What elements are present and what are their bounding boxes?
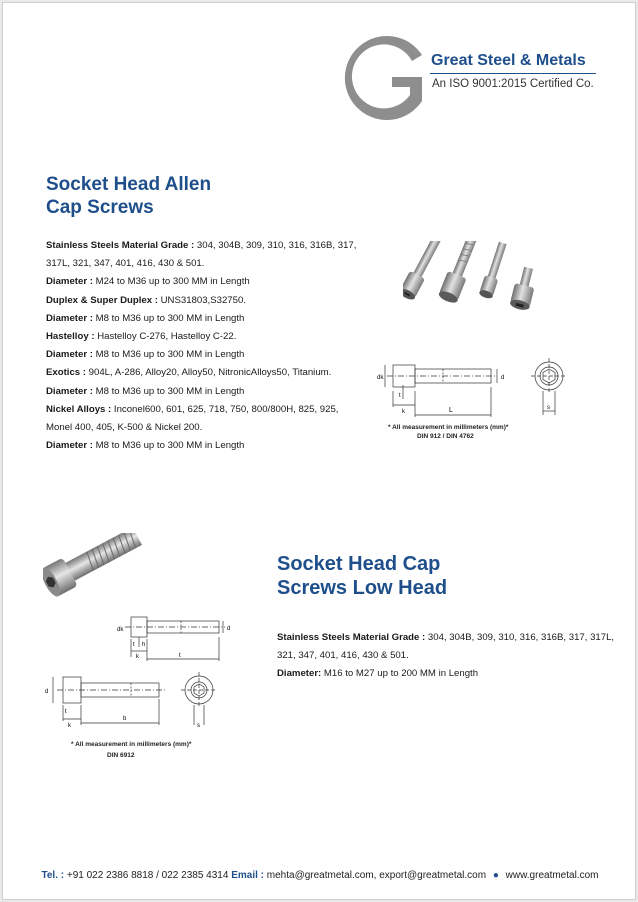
section-title-line: Cap Screws: [46, 197, 154, 218]
spec-line: [46, 255, 346, 273]
spec-line: [46, 292, 346, 310]
din912-technical-drawing: [373, 355, 581, 423]
brand-name: Great Steel & Metals: [431, 52, 586, 69]
spec-list-low-head: [277, 629, 615, 684]
screw-2: [437, 241, 484, 305]
section-title-socket-head-allen: [46, 173, 211, 219]
dim-label-s: s: [547, 405, 550, 411]
spec-value: 317L, 321, 347, 401, 416, 430 & 501.: [46, 258, 205, 270]
spec-line: [46, 328, 346, 346]
dim-label-b: b: [123, 716, 127, 722]
dim-label-d: d: [227, 626, 231, 632]
screw-4: [509, 266, 539, 312]
dim-label-k: k: [68, 723, 71, 729]
dim-label-t: t: [399, 393, 401, 399]
screw-3: [478, 241, 509, 300]
spec-value: M24 to M36 up to 300 MM in Length: [92, 276, 250, 288]
din6912-side-drawing: [111, 611, 243, 665]
spec-line: [277, 629, 615, 647]
spec-label: Exotics :: [46, 367, 86, 379]
contact-footer: [3, 870, 637, 881]
spec-line: [46, 419, 346, 437]
spec-line: [46, 346, 346, 364]
website-link[interactable]: www.greatmetal.com: [502, 870, 599, 881]
spec-line: [277, 665, 607, 683]
spec-value: Hastelloy C-276, Hastelloy C-22.: [94, 331, 237, 343]
dim-label-L: L: [449, 407, 453, 414]
section-title-line: Screws Low Head: [277, 577, 448, 599]
spec-label: Diameter :: [46, 312, 93, 324]
brochure-page: [2, 2, 636, 900]
dim-label-d: d: [501, 375, 505, 381]
section-title-line: Socket Head Cap: [277, 553, 441, 575]
spec-value: 304, 304B, 309, 310, 316, 316B, 317,: [194, 240, 357, 251]
logo-g-mark: [336, 31, 431, 126]
spec-label: Stainless Steels Material Grade :: [277, 632, 426, 643]
spec-value: M8 to M36 up to 300 MM in Length: [92, 349, 245, 361]
screw-1: [403, 241, 445, 302]
spec-label: Diameter :: [46, 385, 93, 397]
standard-label: DIN 912 / DIN 4762: [417, 433, 474, 440]
spec-line: [46, 237, 357, 255]
phone-numbers[interactable]: +91 022 2386 8818 / 022 2385 4314: [64, 870, 232, 881]
email-label: Email :: [231, 870, 264, 881]
dim-label-k: k: [402, 409, 405, 415]
spec-value: Inconel600, 601, 625, 718, 750, 800/800H, 825, 925,: [111, 403, 339, 415]
spec-line: [46, 401, 346, 419]
socket-cap-screws-photo: [403, 241, 553, 321]
dim-label-d: d: [45, 689, 49, 695]
din6912-bolt-drawing: [43, 667, 223, 729]
brand-divider: [430, 73, 596, 74]
spec-line: [46, 273, 346, 291]
spec-list-allen: [46, 237, 357, 455]
spec-label: Hastelloy :: [46, 331, 95, 343]
spec-label: Diameter :: [46, 440, 93, 452]
spec-value: 904L, A-286, Alloy20, Alloy50, NitronicAlloys50, Titanium.: [86, 367, 332, 379]
email-addresses[interactable]: mehta@greatmetal.com, export@greatmetal.com: [264, 870, 489, 881]
spec-label: Stainless Steels Material Grade :: [46, 240, 195, 251]
company-logo: [336, 31, 606, 126]
spec-value: M8 to M36 up to 300 MM in Length: [92, 440, 245, 452]
spec-label: Diameter :: [46, 349, 93, 361]
dim-label-t: t: [133, 642, 135, 648]
measurement-note: * All measurement in millimeters (mm)*: [388, 424, 509, 431]
dim-label-dk: dk: [117, 627, 124, 633]
standard-label: DIN 6912: [107, 752, 135, 759]
section-title-low-head: [277, 552, 447, 600]
spec-line: [46, 383, 346, 401]
spec-value: M8 to M36 up to 300 MM in Length: [92, 312, 245, 324]
spec-value: Monel 400, 405, K-500 & Nickel 200.: [46, 422, 203, 434]
dim-label-s: s: [197, 723, 200, 729]
spec-label: Nickel Alloys :: [46, 403, 112, 415]
spec-line: [46, 437, 346, 455]
spec-value: M16 to M27 up to 200 MM in Length: [321, 668, 479, 680]
measurement-note: * All measurement in millimeters (mm)*: [71, 741, 192, 748]
dim-label-h: h: [142, 642, 146, 648]
spec-value: 304, 304B, 309, 310, 316, 316B, 317, 317L,: [425, 632, 615, 643]
spec-label: Duplex & Super Duplex :: [46, 294, 158, 306]
spec-line: [277, 647, 607, 665]
section-title-line: Socket Head Allen: [46, 174, 212, 195]
spec-value: 321, 347, 401, 416, 430 & 501.: [277, 650, 409, 662]
spec-label: Diameter :: [46, 276, 93, 288]
spec-line: [46, 310, 346, 328]
dim-label-k: k: [136, 654, 139, 660]
dim-label-t: t: [179, 653, 181, 659]
low-head-cap-screw-photo: [43, 533, 151, 605]
spec-value: UNS31803,S32750.: [157, 294, 246, 306]
tel-label: Tel. :: [41, 870, 65, 881]
brand-tagline: An ISO 9001:2015 Certified Co.: [432, 78, 594, 90]
dim-label-t: t: [65, 709, 67, 715]
bullet-icon: ●: [492, 870, 499, 881]
spec-value: M8 to M36 up to 300 MM in Length: [92, 385, 245, 397]
spec-line: [46, 364, 346, 382]
dim-label-dk: dk: [377, 375, 384, 381]
spec-label: Diameter:: [277, 668, 322, 680]
